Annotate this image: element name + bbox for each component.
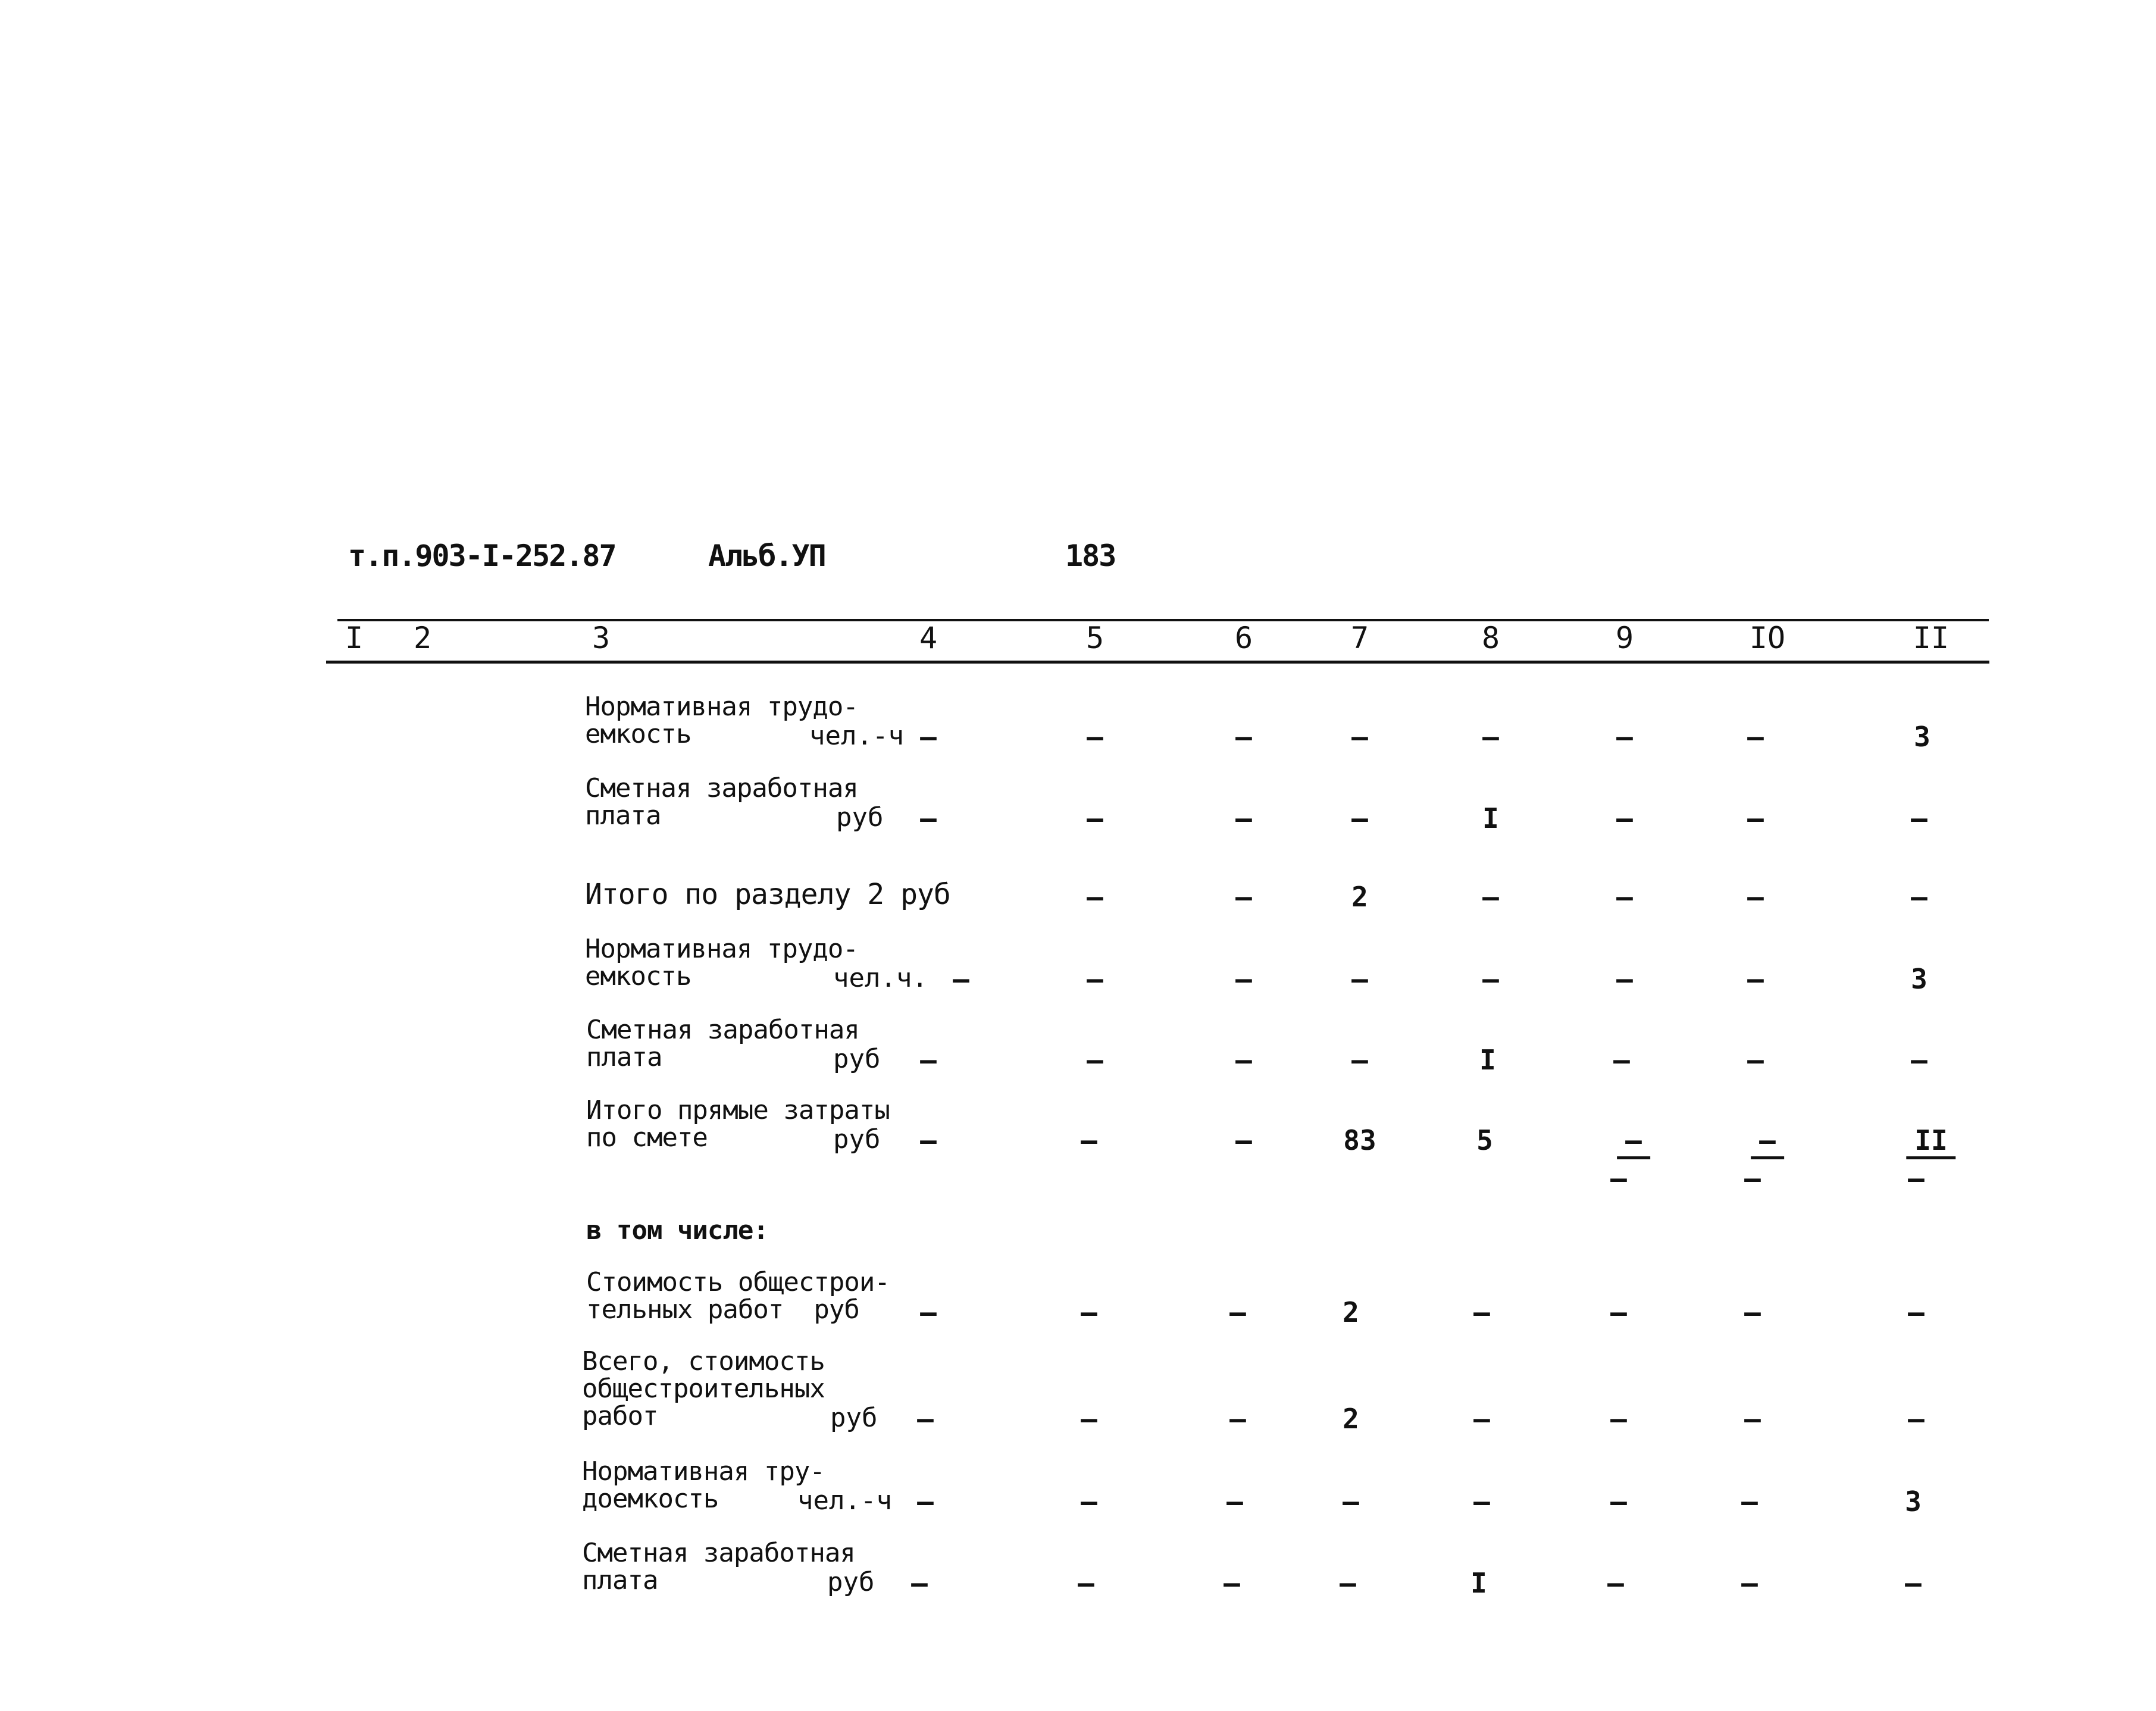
cell-c7: 2 [1351, 881, 1368, 913]
row-label-line2: по смете [586, 1122, 708, 1153]
cell-c9: – [1607, 1567, 1624, 1599]
cell-c8: – [1473, 1403, 1490, 1435]
cell-c6: – [1229, 1403, 1246, 1435]
row-label-line1: Нормативная трудо- [585, 692, 858, 722]
cell-c5: – [1081, 1403, 1097, 1435]
cell-c5: – [1081, 1296, 1097, 1328]
cell-c11: – [1911, 1044, 1927, 1076]
cell-c5: – [1087, 963, 1103, 995]
cell-c4: – [920, 1044, 937, 1076]
row-label-line3: работ [582, 1401, 658, 1431]
cell-c7: – [1351, 963, 1368, 995]
row-label-line1: Итого прямые затраты [586, 1095, 890, 1125]
row-label-line1: Нормативная трудо- [585, 934, 858, 964]
cell-c11: – [1908, 1403, 1925, 1435]
cell-c6: – [1235, 1124, 1252, 1156]
cell-c6: – [1235, 802, 1252, 834]
cell-c7: – [1351, 1044, 1368, 1076]
row-label-line1: в том числе: [586, 1215, 768, 1246]
cell-c8: – [1473, 1485, 1490, 1518]
cell-c11: 3 [1905, 1485, 1922, 1518]
table-head-rule [326, 661, 1989, 664]
row-unit: чел.ч. [833, 963, 928, 993]
cell-c9: – [1616, 963, 1633, 995]
cell-c9: – [1610, 1485, 1627, 1518]
cell-c9: – [1616, 721, 1633, 753]
cell-c4: – [917, 1485, 934, 1518]
cell-c7: – [1351, 802, 1368, 834]
row-label-line2: общестроительных [582, 1374, 825, 1404]
cell-c8: I [1470, 1567, 1487, 1599]
cell-c11: II [1906, 1124, 1955, 1159]
cell-c10-sub: – [1744, 1162, 1761, 1194]
row-label-line1: Сметная заработная [582, 1538, 855, 1568]
cell-c11-sub: – [1908, 1162, 1925, 1194]
cell-c10: – [1747, 721, 1764, 753]
col-head-2: 2 [413, 621, 432, 655]
cell-c4: – [911, 1567, 928, 1599]
row-unit: руб [827, 1567, 875, 1597]
col-head-7: 7 [1350, 621, 1369, 655]
cell-c8: – [1482, 963, 1499, 995]
row-label-line1: Нормативная тру- [582, 1456, 825, 1487]
cell-c4: – [920, 1296, 937, 1328]
cell-c11: – [1911, 881, 1927, 913]
cell-c9: – [1617, 1124, 1650, 1159]
cell-c4: – [917, 1403, 934, 1435]
cell-c10: – [1741, 1567, 1758, 1599]
row-label-line1: Стоимость общестрои- [586, 1267, 890, 1297]
row-label-line2: тельных работ руб [586, 1294, 859, 1325]
doc-code: т.п.903-I-252.87 [348, 539, 616, 573]
cell-c6: – [1226, 1485, 1243, 1518]
cell-c11: – [1908, 1296, 1925, 1328]
cell-c4: – [920, 1124, 937, 1156]
row-unit: руб [830, 1403, 878, 1433]
cell-c7: – [1340, 1567, 1356, 1599]
cell-c7: – [1343, 1485, 1359, 1518]
col-head-6: 6 [1234, 621, 1253, 655]
row-label-line1: Сметная заработная [586, 1015, 859, 1045]
row-label-line1: Итого по разделу 2 руб [585, 878, 950, 911]
col-head-11: II [1913, 621, 1950, 655]
cell-c7: 83 [1343, 1124, 1376, 1156]
row-label-line2: доемкость [582, 1484, 719, 1514]
row-unit: руб [833, 1044, 881, 1074]
cell-c8: I [1482, 802, 1499, 834]
col-head-3: 3 [592, 621, 611, 655]
cell-c8: I [1479, 1044, 1496, 1076]
col-head-9: 9 [1615, 621, 1634, 655]
row-unit: чел.-ч [797, 1485, 892, 1516]
cell-c10: – [1741, 1485, 1758, 1518]
table-top-rule [337, 619, 1989, 621]
cell-c9: – [1616, 881, 1633, 913]
cell-c10: – [1744, 1296, 1761, 1328]
cell-c8: – [1482, 721, 1499, 753]
col-head-8: 8 [1481, 621, 1500, 655]
cell-c7: – [1351, 721, 1368, 753]
cell-c10: – [1747, 802, 1764, 834]
cell-c9: – [1616, 802, 1633, 834]
row-unit: руб [833, 1124, 881, 1155]
cell-c6: – [1235, 963, 1252, 995]
cell-c11: – [1905, 1567, 1922, 1599]
col-head-5: 5 [1085, 621, 1104, 655]
cell-c11: 3 [1914, 721, 1930, 753]
col-head-4: 4 [919, 621, 938, 655]
row-label-line2: емкость [585, 719, 691, 749]
row-label-line2: плата [582, 1565, 658, 1596]
cell-c9: – [1613, 1044, 1630, 1076]
cell-c10: – [1751, 1124, 1784, 1159]
cell-c5: – [1081, 1124, 1097, 1156]
cell-c7: 2 [1343, 1296, 1359, 1328]
cell-c10: – [1747, 881, 1764, 913]
cell-c4: – [920, 802, 937, 834]
cell-c9-sub: – [1610, 1162, 1627, 1194]
cell-c10: – [1744, 1403, 1761, 1435]
col-head-1: I [345, 621, 364, 655]
row-label-line1: Всего, стоимость [582, 1346, 825, 1377]
cell-c10: – [1747, 963, 1764, 995]
cell-c5: – [1087, 1044, 1103, 1076]
cell-c5: – [1087, 881, 1103, 913]
cell-c5: – [1087, 802, 1103, 834]
row-label-line1: Сметная заработная [585, 773, 858, 803]
cell-c5: – [1081, 1485, 1097, 1518]
album-label: Альб.УП [708, 539, 825, 573]
cell-c6: – [1229, 1296, 1246, 1328]
cell-c4: – [953, 963, 969, 995]
cell-c7: 2 [1343, 1403, 1359, 1435]
cell-c8: 5 [1476, 1124, 1493, 1156]
row-label-line2: плата [586, 1042, 662, 1072]
cell-c6: – [1223, 1567, 1240, 1599]
cell-c5: – [1078, 1567, 1094, 1599]
cell-c6: – [1235, 1044, 1252, 1076]
cell-c8: – [1482, 881, 1499, 913]
cell-c9: – [1610, 1296, 1627, 1328]
row-label-line2: плата [585, 800, 661, 831]
row-unit: руб [836, 802, 884, 833]
cell-c10: – [1747, 1044, 1764, 1076]
cell-c6: – [1235, 721, 1252, 753]
cell-c8: – [1473, 1296, 1490, 1328]
cell-c4: – [920, 721, 937, 753]
cell-c11: 3 [1911, 963, 1927, 995]
cell-c11: – [1911, 802, 1927, 834]
row-label-line2: емкость [585, 961, 691, 991]
row-unit: чел.-ч [809, 721, 904, 751]
col-head-10: IO [1749, 621, 1786, 655]
cell-c5: – [1087, 721, 1103, 753]
cell-c9: – [1610, 1403, 1627, 1435]
page-number: 183 [1065, 539, 1116, 573]
cell-c6: – [1235, 881, 1252, 913]
